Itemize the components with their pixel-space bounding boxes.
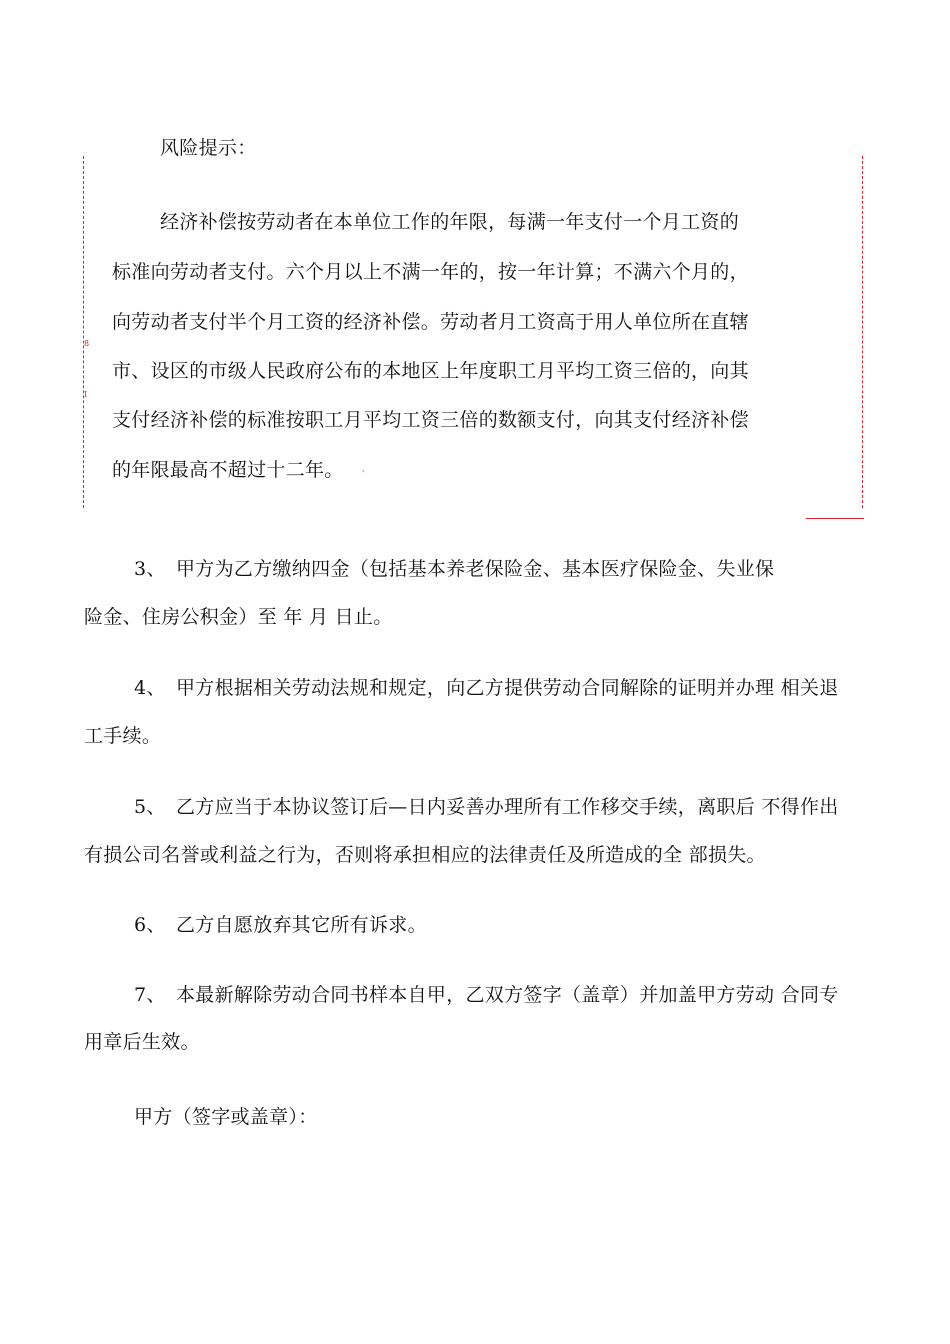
signature-line-party-a: 甲方（签字或盖章）：	[134, 1106, 318, 1128]
clause-number: 5、	[134, 796, 166, 818]
clause-number: 3、	[134, 558, 166, 580]
clause-text: 用章后生效。	[84, 1031, 200, 1053]
clause-text: 本最新解除劳动合同书样本自甲，乙双方签字（盖章）并加盖甲方劳动 合同专	[176, 984, 839, 1006]
revision-tick: 8	[84, 339, 90, 348]
clause-text: 有损公司名誉或利益之行为，否则将承担相应的法律责任及所造成的全 部损失。	[84, 844, 766, 866]
clause-text: 甲方根据相关劳动法规和规定，向乙方提供劳动合同解除的证明并办理 相关退	[176, 677, 839, 699]
revision-tick: I	[84, 390, 88, 399]
risk-box-line: 向劳动者支付半个月工资的经济补偿。劳动者月工资高于用人单位所在直辖	[112, 311, 749, 333]
clause-text: 工手续。	[84, 725, 162, 747]
risk-box-line: 标准向劳动者支付。六个月以上不满一年的，按一年计算；不满六个月的，	[112, 261, 749, 283]
risk-box-line: 市、设区的市级人民政府公布的本地区上年度职工月平均工资三倍的，向其	[112, 360, 749, 382]
risk-box-line: 的年限最高不超过十二年。	[112, 459, 344, 481]
clause-number: 6、	[134, 914, 166, 936]
clause-text: 乙方自愿放弃其它所有诉求。	[176, 914, 427, 936]
revision-mark-bottom	[806, 518, 864, 519]
risk-box-title: 风险提示：	[160, 137, 257, 159]
risk-box-line: 支付经济补偿的标准按职工月平均工资三倍的数额支付，向其支付经济补偿	[112, 409, 749, 431]
revision-tick: '	[362, 469, 365, 478]
revision-mark-right	[862, 156, 863, 508]
clause-number: 4、	[134, 677, 166, 699]
clause-text: 甲方为乙方缴纳四金（包括基本养老保险金、基本医疗保险金、失业保	[176, 558, 775, 580]
revision-mark-left	[83, 156, 84, 508]
clause-number: 7、	[134, 984, 166, 1006]
clause-text: 险金、住房公积金）至 年 月 日止。	[84, 606, 393, 628]
risk-box-line: 经济补偿按劳动者在本单位工作的年限，每满一年支付一个月工资的	[160, 211, 740, 233]
clause-text: 乙方应当于本协议签订后—日内妥善办理所有工作移交手续，离职后 不得作出	[176, 796, 839, 818]
